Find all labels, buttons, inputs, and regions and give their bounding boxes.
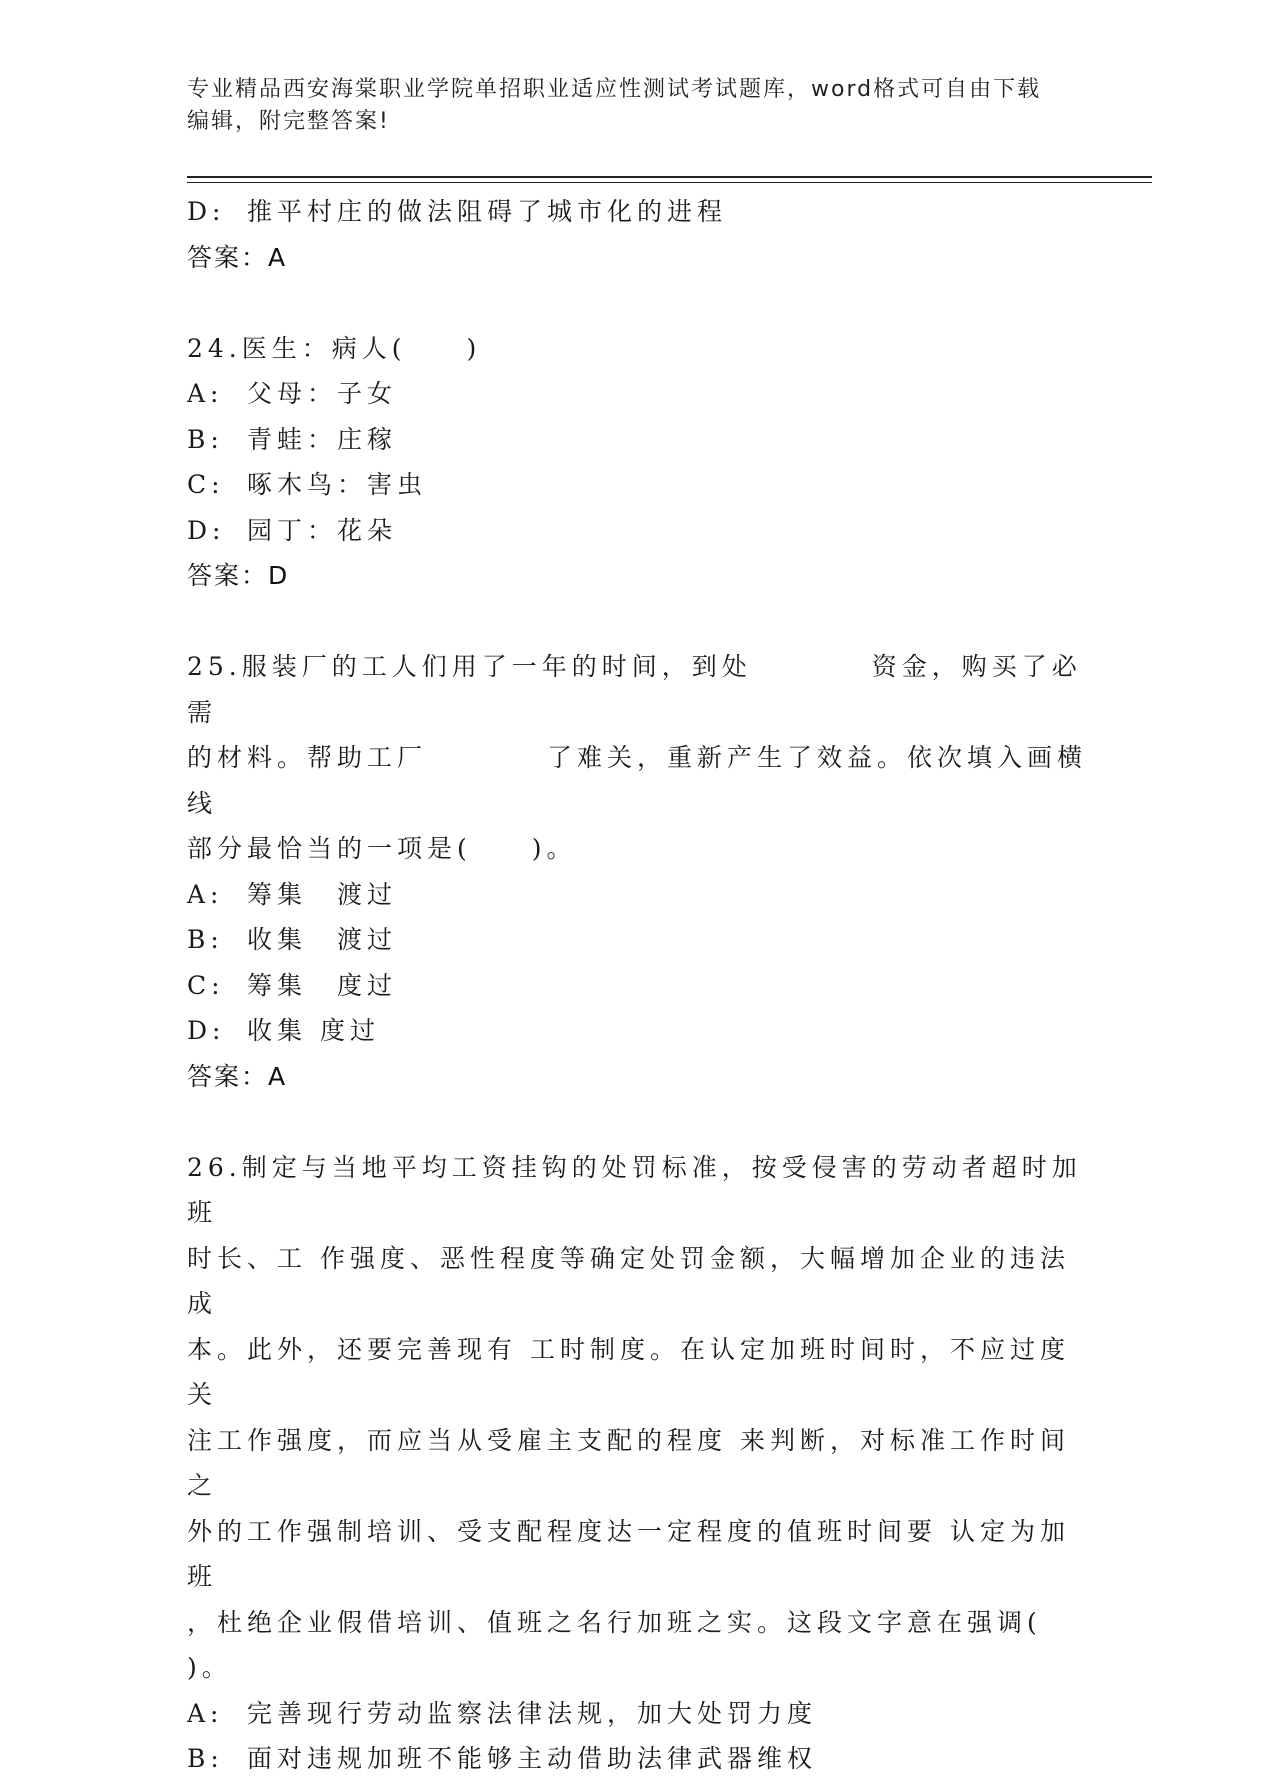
q25-option-d [187,1008,1087,1054]
document-header [187,74,1087,138]
q26-option-a [187,1691,1087,1737]
option-key: B: [187,1744,224,1773]
option-text: 父母：子女 [247,379,398,408]
q26-stem-line-6: ，杜绝企业假借培训、值班之名行加班之实。这段文字意在强调( [187,1607,1042,1637]
document-body [187,189,1087,1782]
q25-option-b [187,917,1087,963]
spacer [187,1099,1087,1145]
header-line-1: 专业精品西安海棠职业学院单招职业适应性测试考试题库，word格式可自由下载 [187,77,1042,102]
q23-option-d [187,189,1087,235]
q24-option-b [187,417,1087,463]
option-text: 面对违规加班不能够主动借助法律武器维权 [247,1744,818,1773]
option-key: A: [187,379,224,408]
q24-option-a [187,371,1087,417]
option-text: 啄木鸟：害虫 [247,470,428,499]
q24-answer: 答案：D [187,561,290,590]
q23-answer: 答案：A [187,242,288,272]
option-text: 收集 渡过 [247,925,398,954]
q26-stem-line-1: 26.制定与当地平均工资挂钩的处罚标准，按受侵害的劳动者超时加班 [187,1152,1082,1227]
header-divider-thin [187,182,1152,183]
option-key: B: [187,925,224,954]
q25-answer: 答案：A [187,1061,288,1091]
q26-option-b [187,1736,1087,1782]
q24-option-d [187,508,1087,554]
option-text: 完善现行劳动监察法律法规，加大处罚力度 [247,1698,818,1728]
q26-stem-line-5: 外的工作强制培训、受支配程度达一定程度的值班时间要 认定为加班 [187,1516,1070,1591]
q25-option-a [187,872,1087,918]
option-key: D: [187,197,226,226]
q26-stem-line-3: 本。此外，还要完善现有 工时制度。在认定加班时间时，不应过度关 [187,1334,1070,1409]
q26-stem-line-4: 注工作强度，而应当从受雇主支配的程度 来判断，对标准工作时间之 [187,1425,1070,1500]
q25-option-c [187,963,1087,1009]
option-key: C: [187,970,225,1000]
q26-stem-line-2: 时长、工 作强度、恶性程度等确定处罚金额，大幅增加企业的违法成 [187,1243,1070,1318]
q26-stem-line-7: )。 [187,1653,232,1682]
option-text: 园丁：花朵 [247,515,398,545]
q25-stem-line-3: 部分最恰当的一项是( )。 [187,834,577,863]
option-key: C: [187,470,225,499]
option-text: 推平村庄的做法阻碍了城市化的进程 [247,197,728,226]
q24-stem: 24.医生：病人( ) [187,333,482,363]
option-text: 青蛙：庄稼 [247,424,398,454]
spacer [187,280,1087,326]
option-key: D: [187,1016,226,1045]
header-divider-thick [187,176,1152,178]
option-key: A: [187,879,224,909]
option-key: A: [187,1698,224,1728]
spacer [187,599,1087,645]
q25-stem-line-2: 的材料。帮助工厂 了难关，重新产生了效益。依次填入画横线 [187,743,1088,818]
option-text: 收集 度过 [247,1016,380,1045]
option-text: 筹集 渡过 [247,879,398,909]
option-key: B: [187,424,224,454]
q24-option-c [187,462,1087,508]
option-key: D: [187,515,226,545]
header-line-2: 编辑，附完整答案! [187,109,390,134]
option-text: 筹集 度过 [247,970,398,1000]
q25-stem-line-1: 25.服装厂的工人们用了一年的时间，到处 资金，购买了必需 [187,652,1082,727]
